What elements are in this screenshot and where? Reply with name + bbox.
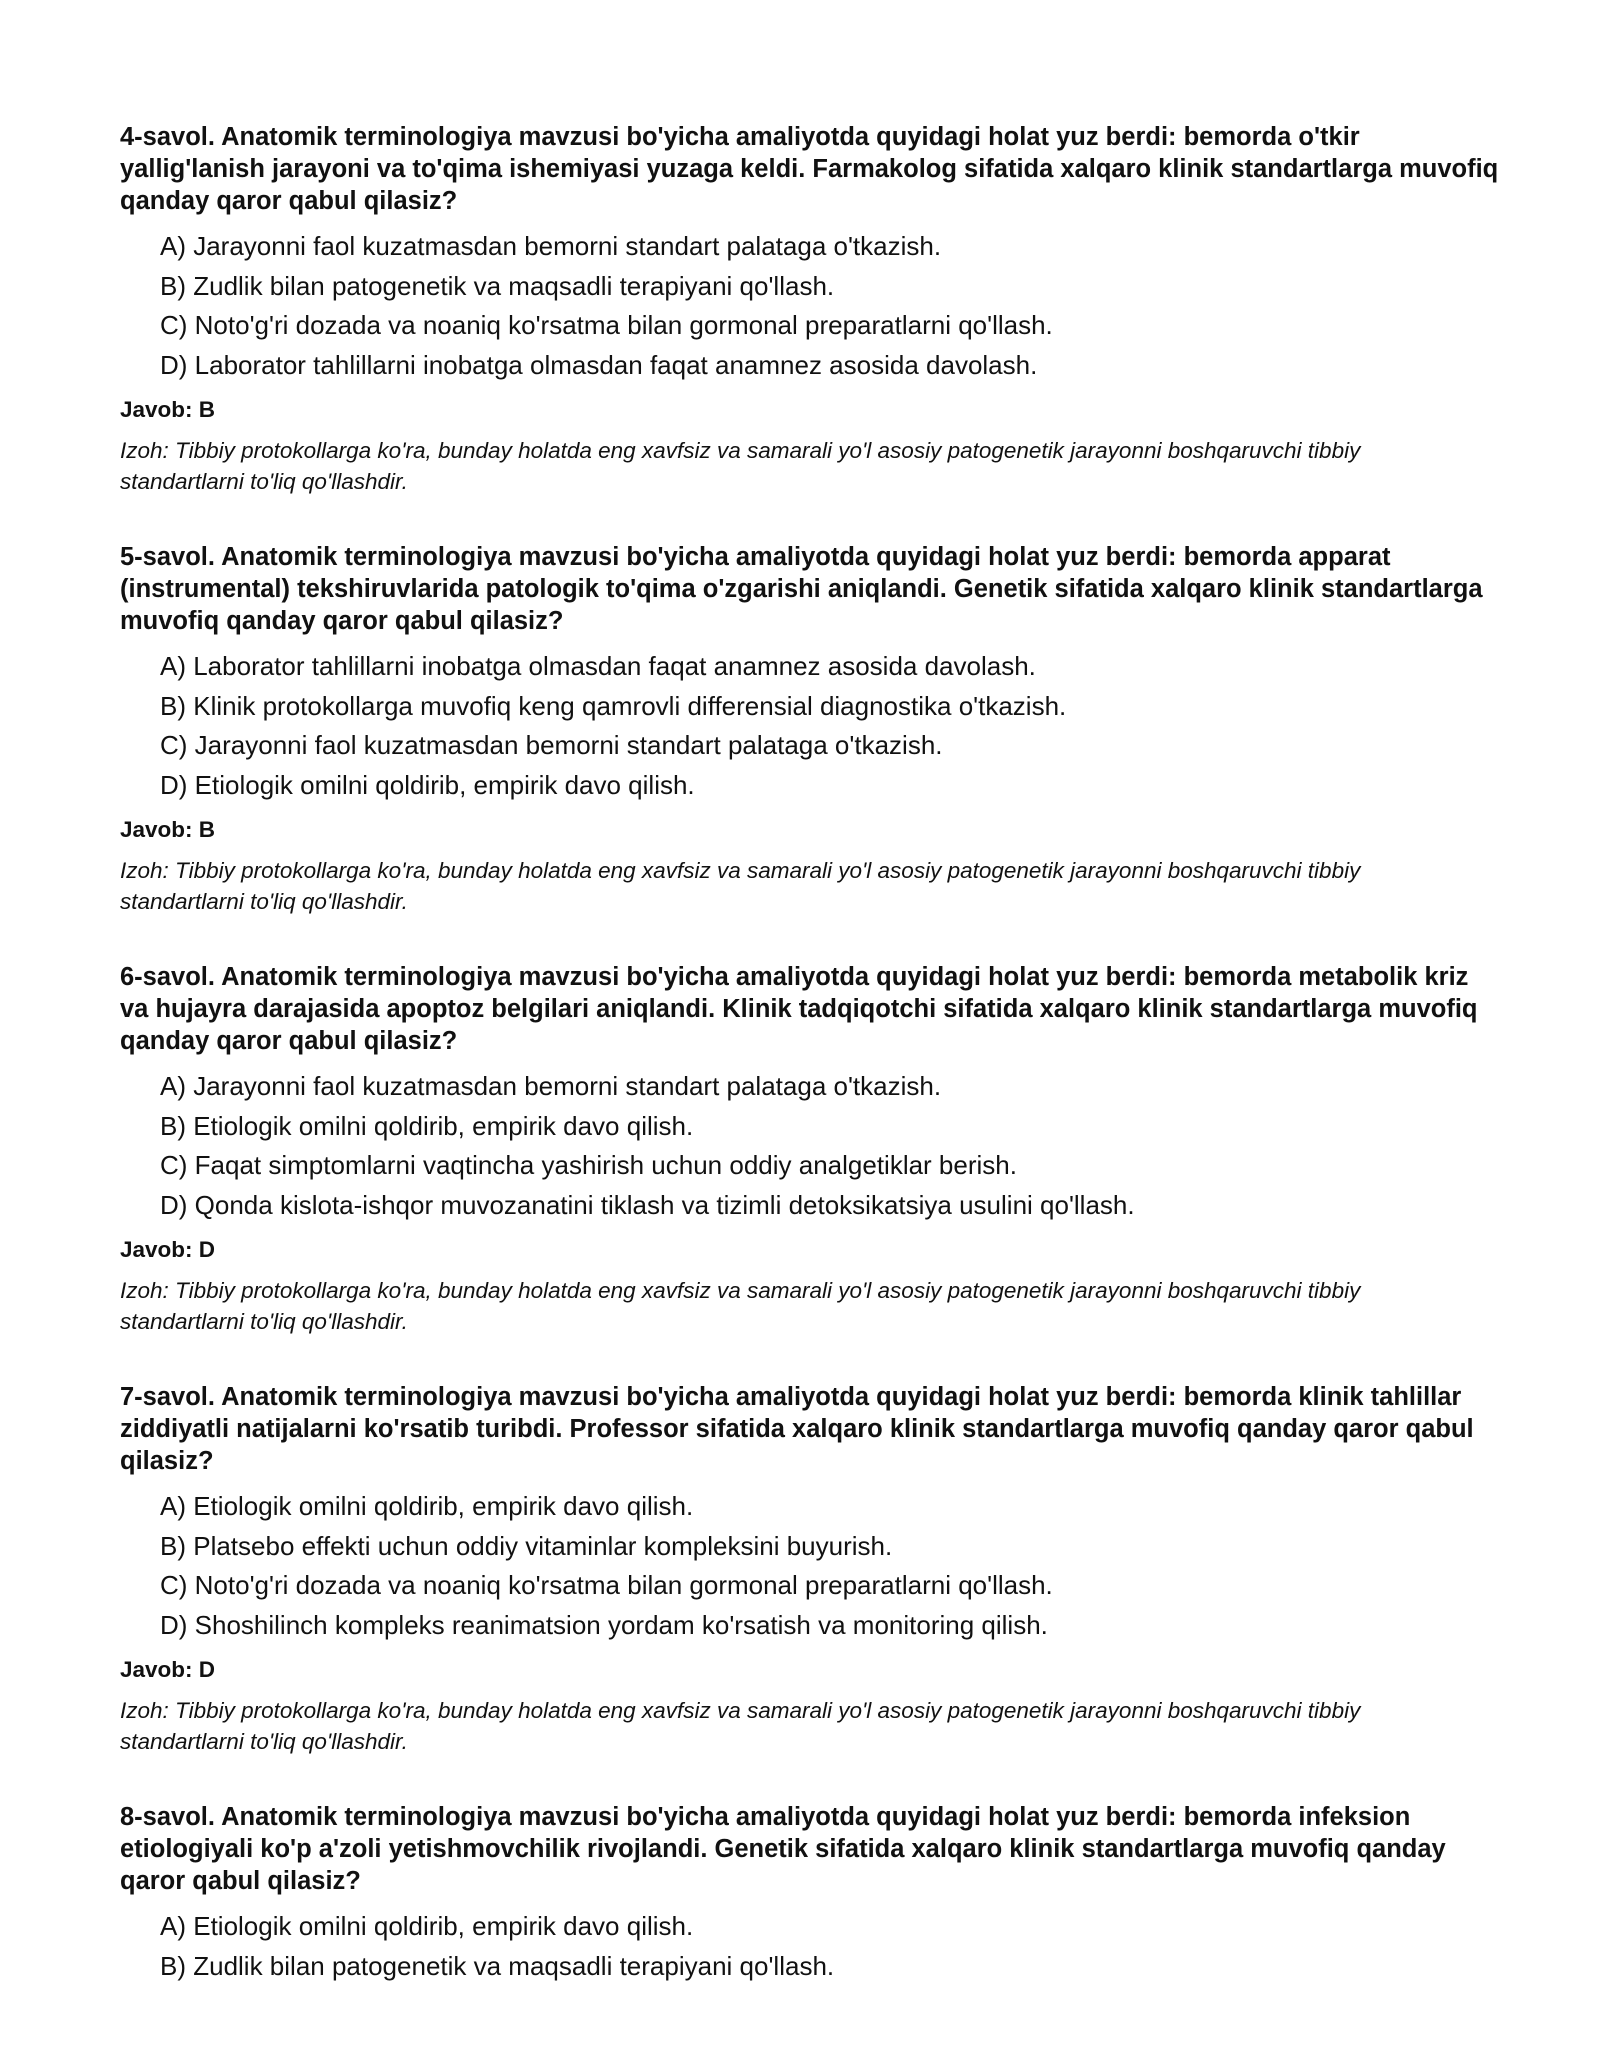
option-a: A) Etiologik omilni qoldirib, empirik davo qilish. <box>160 1911 694 1941</box>
question-title: 7-savol. Anatomik terminologiya mavzusi bo'yicha amaliyotda quyidagi holat yuz berdi: bemorda klinik tahlillar ziddiyatli natijalarni ko'rsatib turibdi. Professor sifatida xalqaro klinik standartlarga muvofiq qanday qaror qabul qilasiz? <box>120 1383 1474 1475</box>
option-d: D) Laborator tahlillarni inobatga olmasdan faqat anamnez asosida davolash. <box>160 349 1038 380</box>
question-title: 4-savol. Anatomik terminologiya mavzusi bo'yicha amaliyotda quyidagi holat yuz berdi: bemorda o'tkir yallig'lanish jarayoni va to'qima ishemiyasi yuzaga keldi. Farmakolog sifatida xalqaro klinik standartlarga muvofiq qanday qaror qabul qilasiz? <box>120 123 1499 215</box>
question-title: 5-savol. Anatomik terminologiya mavzusi bo'yicha amaliyotda quyidagi holat yuz berdi: bemorda apparat (instrumental) tekshiruvlarida patologik to'qima o'zgarishi aniqlandi. Genetik sifatida xalqaro klinik standartlarga muvofiq qanday qaror qabul qilasiz? <box>120 543 1483 635</box>
option-b: B) Zudlik bilan patogenetik va maqsadli terapiyani qo'llash. <box>160 270 835 301</box>
question-6 <box>120 961 1500 1337</box>
question-title: 6-savol. Anatomik terminologiya mavzusi bo'yicha amaliyotda quyidagi holat yuz berdi: bemorda metabolik kriz va hujayra darajasida apoptoz belgilari aniqlandi. Klinik tadqiqotchi sifatida xalqaro klinik standartlarga muvofiq qanday qaror qabul qilasiz? <box>120 963 1478 1055</box>
explanation-text: Izoh: Tibbiy protokollarga ko'ra, bunday holatda eng xavfsiz va samarali yo'l asosiy patogenetik jarayonni boshqaruvchi tibbiy standartlarni to'liq qo'llashdir. <box>120 1698 1361 1754</box>
question-4 <box>120 121 1500 497</box>
question-8 <box>120 1801 1500 1986</box>
options-list <box>120 1907 1500 1986</box>
options-list <box>120 647 1500 805</box>
answer-label: Javob: B <box>120 817 216 842</box>
option-a: A) Laborator tahlillarni inobatga olmasdan faqat anamnez asosida davolash. <box>160 651 1036 681</box>
option-a: A) Jarayonni faol kuzatmasdan bemorni standart palataga o'tkazish. <box>160 1071 942 1101</box>
question-5 <box>120 541 1500 917</box>
answer-label: Javob: D <box>120 1237 216 1262</box>
option-b: B) Zudlik bilan patogenetik va maqsadli terapiyani qo'llash. <box>160 1950 835 1981</box>
option-c: C) Faqat simptomlarni vaqtincha yashirish uchun oddiy analgetiklar berish. <box>160 1150 1017 1180</box>
option-b: B) Etiologik omilni qoldirib, empirik davo qilish. <box>160 1110 694 1141</box>
question-7 <box>120 1381 1500 1757</box>
answer-label: Javob: D <box>120 1657 216 1682</box>
option-b: B) Platsebo effekti uchun oddiy vitaminlar kompleksini buyurish. <box>160 1530 893 1561</box>
options-list <box>120 1067 1500 1225</box>
document-page <box>120 121 1500 2030</box>
option-d: D) Etiologik omilni qoldirib, empirik davo qilish. <box>160 769 695 800</box>
option-a: A) Etiologik omilni qoldirib, empirik davo qilish. <box>160 1491 694 1521</box>
option-d: D) Shoshilinch kompleks reanimatsion yordam ko'rsatish va monitoring qilish. <box>160 1609 1048 1640</box>
options-list <box>120 227 1500 385</box>
answer-label: Javob: B <box>120 397 216 422</box>
options-list <box>120 1487 1500 1645</box>
explanation-text: Izoh: Tibbiy protokollarga ko'ra, bunday holatda eng xavfsiz va samarali yo'l asosiy patogenetik jarayonni boshqaruvchi tibbiy standartlarni to'liq qo'llashdir. <box>120 438 1361 494</box>
option-c: C) Jarayonni faol kuzatmasdan bemorni standart palataga o'tkazish. <box>160 730 943 760</box>
option-c: C) Noto'g'ri dozada va noaniq ko'rsatma bilan gormonal preparatlarni qo'llash. <box>160 310 1053 340</box>
option-a: A) Jarayonni faol kuzatmasdan bemorni standart palataga o'tkazish. <box>160 231 942 261</box>
explanation-text: Izoh: Tibbiy protokollarga ko'ra, bunday holatda eng xavfsiz va samarali yo'l asosiy patogenetik jarayonni boshqaruvchi tibbiy standartlarni to'liq qo'llashdir. <box>120 858 1361 914</box>
explanation-text: Izoh: Tibbiy protokollarga ko'ra, bunday holatda eng xavfsiz va samarali yo'l asosiy patogenetik jarayonni boshqaruvchi tibbiy standartlarni to'liq qo'llashdir. <box>120 1278 1361 1334</box>
option-c: C) Noto'g'ri dozada va noaniq ko'rsatma bilan gormonal preparatlarni qo'llash. <box>160 1570 1053 1600</box>
question-title: 8-savol. Anatomik terminologiya mavzusi bo'yicha amaliyotda quyidagi holat yuz berdi: bemorda infeksion etiologiyali ko'p a'zoli yetishmovchilik rivojlandi. Genetik sifatida xalqaro klinik standartlarga muvofiq qanday qaror qabul qilasiz? <box>120 1803 1446 1895</box>
option-b: B) Klinik protokollarga muvofiq keng qamrovli differensial diagnostika o'tkazish. <box>160 690 1067 721</box>
option-d: D) Qonda kislota-ishqor muvozanatini tiklash va tizimli detoksikatsiya usulini qo'llash. <box>160 1189 1135 1220</box>
